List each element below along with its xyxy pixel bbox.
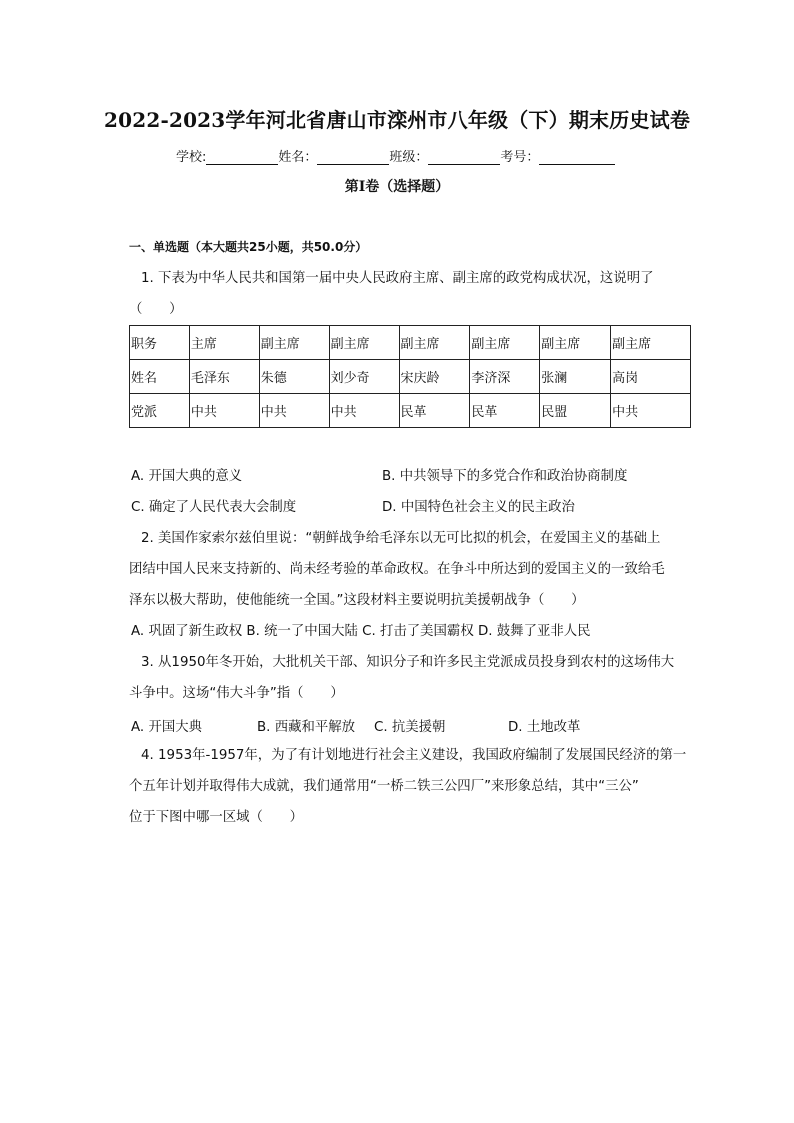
q1-option-c[interactable]: C. 确定了人民代表大会制度: [131, 500, 297, 515]
table-cell: 姓名: [130, 360, 190, 394]
exam-title: 2022-2023学年河北省唐山市滦州市八年级（下）期末历史试卷: [103, 108, 691, 132]
class-blank: [428, 150, 500, 165]
party-composition-table: [129, 325, 691, 428]
class-label: 班级：: [389, 150, 429, 165]
q3-option-a[interactable]: A. 开国大典: [131, 720, 202, 735]
volume-subtitle: 第I卷（选择题）: [344, 179, 450, 195]
table-cell: 李济深: [470, 360, 540, 394]
q1-option-a[interactable]: A. 开国大典的意义: [131, 469, 243, 484]
name-blank: [317, 150, 389, 165]
q1-option-d[interactable]: D. 中国特色社会主义的民主政治: [382, 500, 575, 515]
question-2-text-2: 团结中国人民来支持新的、尚未经考验的革命政权。在争斗中所达到的爱国主义的一致给毛: [129, 562, 665, 577]
table-cell: 毛泽东: [189, 360, 259, 394]
table-cell: 副主席: [329, 326, 399, 360]
q3-option-c[interactable]: C. 抗美援朝: [374, 720, 446, 735]
table-row: [130, 326, 691, 360]
question-4: [129, 740, 694, 833]
question-1-text: 1. 下表为中华人民共和国第一届中央人民政府主席、副主席的政党构成状况，这说明了: [141, 271, 654, 286]
table-cell: 高岗: [611, 360, 691, 394]
school-label: 学校:: [176, 150, 207, 165]
table-cell: 民盟: [540, 394, 611, 428]
q1-option-b[interactable]: B. 中共领导下的多党合作和政治协商制度: [382, 469, 628, 484]
table-cell: 副主席: [259, 326, 329, 360]
table-cell: 宋庆龄: [399, 360, 470, 394]
exam-number-blank: [539, 150, 615, 165]
table-cell: 民革: [399, 394, 470, 428]
q3-option-d[interactable]: D. 土地改革: [508, 720, 581, 735]
student-info-line: [176, 146, 615, 165]
question-2-text-3: 泽东以极大帮助，使他能统一全国。”这段材料主要说明抗美援朝战争（ ）: [129, 593, 585, 608]
table-cell: 中共: [329, 394, 399, 428]
question-4-text-2: 个五年计划并取得伟大成就，我们通常用“一桥二铁三公四厂”来形象总结，其中“三公”: [129, 779, 639, 794]
table-cell: 副主席: [540, 326, 611, 360]
question-2: [129, 523, 694, 647]
table-row: [130, 360, 691, 394]
table-cell: 中共: [611, 394, 691, 428]
table-cell: 中共: [189, 394, 259, 428]
table-cell: 职务: [130, 326, 190, 360]
question-1-blank: （ ）: [129, 302, 183, 317]
table-cell: 张澜: [540, 360, 611, 394]
table-row: [130, 394, 691, 428]
table-cell: 副主席: [611, 326, 691, 360]
question-4-text-1: 4. 1953年-1957年，为了有计划地进行社会主义建设，我国政府编制了发展国民经济的第一: [141, 748, 687, 763]
question-1: [129, 263, 694, 325]
exam-number-label: 考号：: [500, 150, 540, 165]
name-label: 姓名：: [278, 150, 318, 165]
table-cell: 中共: [259, 394, 329, 428]
table-cell: 主席: [189, 326, 259, 360]
section-heading: 一、单选题（本大题共25小题，共50.0分）: [129, 240, 368, 254]
table-cell: 副主席: [399, 326, 470, 360]
question-2-text-1: 2. 美国作家索尔兹伯里说：“朝鲜战争给毛泽东以无可比拟的机会，在爱国主义的基础上: [141, 531, 661, 546]
question-3: [129, 647, 694, 709]
question-4-text-3: 位于下图中哪一区域（ ）: [129, 810, 304, 825]
table-cell: 民革: [470, 394, 540, 428]
school-blank: [206, 150, 278, 165]
question-2-options[interactable]: A. 巩固了新生政权 B. 统一了中国大陆 C. 打击了美国霸权 D. 鼓舞了亚非人民: [131, 624, 591, 639]
table-cell: 刘少奇: [329, 360, 399, 394]
question-3-text-2: 斗争中。这场“伟大斗争”指（ ）: [129, 686, 344, 701]
q3-option-b[interactable]: B. 西藏和平解放: [257, 720, 356, 735]
table-cell: 朱德: [259, 360, 329, 394]
table-cell: 党派: [130, 394, 190, 428]
table-cell: 副主席: [470, 326, 540, 360]
question-3-text-1: 3. 从1950年冬开始，大批机关干部、知识分子和许多民主党派成员投身到农村的这场伟大: [141, 655, 675, 670]
